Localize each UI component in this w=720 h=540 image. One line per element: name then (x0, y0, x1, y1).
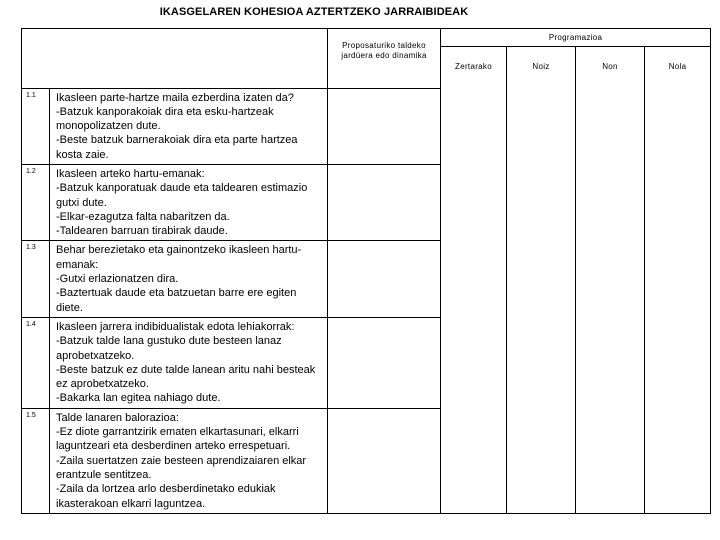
header-col-non: Non (576, 47, 645, 89)
row-line: -Bakarka lan egitea nahiago dute. (56, 392, 221, 405)
table-row (22, 164, 711, 240)
row-number: 1.4 (22, 317, 50, 408)
proposal-cell (328, 408, 441, 513)
row-line: -Zaila suertatzen zaie besteen aprendizaiaren elkar erantzule sentitzea. (56, 454, 307, 481)
row-description (50, 241, 328, 317)
header-col-zertarako: Zertarako (441, 47, 507, 89)
row-line: -Beste batzuk barnerakoiak dira eta parte hartzea kosta zaie. (56, 134, 298, 161)
proposal-cell (328, 88, 441, 164)
table-row (22, 408, 711, 513)
header-col-noiz: Noiz (507, 47, 576, 89)
row-line: -Ez diote garrantzirik ematen elkartasunari, elkarri laguntzeari eta desberdinen arteko errespetuari. (56, 426, 299, 453)
row-number: 1.1 (22, 88, 50, 164)
row-line: -Zaila da lortzea arlo desberdinetako edukiak ikasterakoan elkarri laguntzea. (56, 483, 276, 510)
table-row (22, 88, 711, 164)
non-cell (576, 88, 645, 164)
zertarako-cell (441, 164, 507, 240)
noiz-cell (507, 164, 576, 240)
row-description (50, 317, 328, 408)
proposal-cell (328, 164, 441, 240)
noiz-cell (507, 317, 576, 408)
non-cell (576, 317, 645, 408)
non-cell (576, 164, 645, 240)
row-line: -Taldearen barruan tirabirak daude. (56, 225, 228, 238)
nola-cell (645, 317, 711, 408)
nola-cell (645, 164, 711, 240)
zertarako-cell (441, 88, 507, 164)
table-row (22, 241, 711, 317)
zertarako-cell (441, 241, 507, 317)
header-proposal-line2: jardùera edo dinamika (341, 51, 427, 60)
zertarako-cell (441, 408, 507, 513)
row-line: Ikasleen jarrera indibidualistak edota lehiakorrak: (56, 320, 295, 333)
header-col-nola: Nola (645, 47, 711, 89)
header-proposal-cell (328, 29, 441, 89)
row-line: -Batzuk kanporakoiak dira eta esku-hartzeak monopolizatzen dute. (56, 105, 274, 133)
page-title: IKASGELAREN KOHESIOA AZTERTZEKO JARRAIBIDEAK (159, 6, 469, 18)
row-number: 1.5 (22, 408, 50, 513)
row-line: -Elkar-ezagutza falta nabaritzen da. (56, 210, 230, 223)
row-description (50, 164, 328, 240)
noiz-cell (507, 408, 576, 513)
header-blank-cell (22, 29, 328, 89)
row-line: -Beste batzuk ez dute talde lanean aritu nahi besteak ez aprobetxatzeko. (56, 363, 316, 391)
nola-cell (645, 408, 711, 513)
row-description (50, 88, 328, 164)
non-cell (576, 408, 645, 513)
cohesion-table (21, 28, 711, 514)
row-line: -Batzuk talde lana gustuko dute besteen lanaz aprobetxatzeko. (56, 335, 282, 362)
header-proposal-line1: Proposaturiko taldeko (342, 41, 426, 50)
nola-cell (645, 241, 711, 317)
header-programming: Programazioa (441, 29, 711, 47)
row-line: Ikasleen parte-hartze maila ezberdina izaten da? (56, 91, 294, 104)
row-description (50, 408, 328, 513)
noiz-cell (507, 241, 576, 317)
noiz-cell (507, 88, 576, 164)
row-number: 1.2 (22, 164, 50, 240)
zertarako-cell (441, 317, 507, 408)
table-row (22, 317, 711, 408)
row-line: Behar berezietako eta gainontzeko ikasleen hartu-emanak: (56, 244, 302, 271)
row-line: Ikasleen arteko hartu-emanak: (56, 167, 205, 180)
row-line: Talde lanaren balorazioa: (56, 411, 179, 424)
row-line: -Gutxi erlazionatzen dira. (56, 273, 179, 286)
row-line: -Batzuk kanporatuak daude eta taldearen estimazio gutxi dute. (56, 182, 308, 209)
row-number: 1.3 (22, 241, 50, 317)
non-cell (576, 241, 645, 317)
nola-cell (645, 88, 711, 164)
proposal-cell (328, 317, 441, 408)
row-line: -Baztertuak daude eta batzuetan barre ere egiten diete. (56, 287, 297, 314)
proposal-cell (328, 241, 441, 317)
